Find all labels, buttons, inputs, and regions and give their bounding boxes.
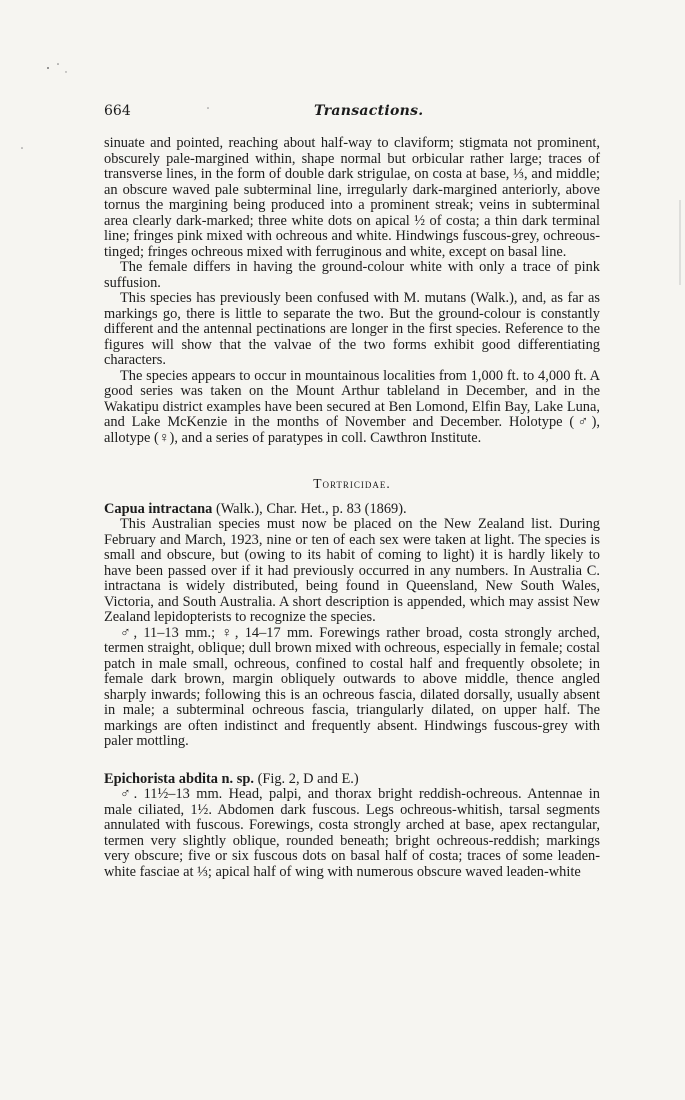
page-number: 664: [104, 103, 131, 119]
species-reference-epichorista: (Fig. 2, D and E.): [257, 770, 359, 787]
paragraph-2: The female differs in having the ground-colour white with only a trace of pink suffusion.: [104, 259, 600, 291]
paragraph-1: sinuate and pointed, reaching about half-way to claviform; stigmata not prominent, obscurely pale-margined within, shape normal but orbicular rather large; traces of transverse lines, in the form of double dark strigulae, on costa at base, ⅓, and middle; an obscure waved pale subterminal line, irregularly dark-margined anteriorly, above tornus the margining being produced into a prominent streak; veins in subterminal area clearly dark-marked; three white dots on apical ½ of costa; a thin dark terminal line; fringes pink mixed with ochreous and white. Hindwings fuscous-grey, ochreous-tinged; fringes ochreous mixed with ferruginous and white, except on basal line.: [104, 135, 600, 260]
running-header: [104, 103, 600, 125]
section-heading-tortricidae: Tortricidae.: [313, 476, 391, 491]
species-name-epichorista: Epichorista abdita n. sp.: [104, 770, 254, 787]
main-text: [104, 136, 600, 880]
spacer: [104, 750, 600, 772]
running-title: Transactions.: [314, 103, 424, 119]
paragraph-4: The species appears to occur in mountainous localities from 1,000 ft. to 4,000 ft. A good series was taken on the Mount Arthur tableland in December, and in the Wakatipu district examples have been secured at Ben Lomond, Elfin Bay, Lake Luna, and Lake McKenzie in the months of November and December. Holotype (♂), allotype (♀), and a series of paratypes in coll. Cawthron Institute.: [104, 367, 600, 446]
paragraph-6: ♂, 11–13 mm.; ♀, 14–17 mm. Forewings rather broad, costa strongly arched, termen straight, oblique; dull brown mixed with ochreous, especially in female; costal patch in male small, ochreous, confined to costal half and frequently obsolete; in female dark brown, margin obliquely outwards to above middle, thence angled sharply inwards; following this is an ochreous fascia, dilated dorsally, usually absent in male; a subterminal ochreous fascia, triangularly dilated, on upper half. The markings are often indistinct and frequently absent. Hindwings fuscous-grey with paler mottling.: [104, 624, 600, 749]
species-heading-capua: [104, 502, 600, 518]
paragraph-3: This species has previously been confused with M. mutans (Walk.), and, as far as markings go, there is little to separate the two. But the ground-colour is constantly different and the antennal pectinations are longer in the first species. Reference to the figures will show that the valvae of the two forms exhibit good differentiating characters.: [104, 290, 600, 368]
species-reference-capua: (Walk.), Char. Het., p. 83 (1869).: [215, 500, 407, 517]
paragraph-5: This Australian species must now be placed on the New Zealand list. During February and March, 1923, nine or ten of each sex were taken at light. The species is small and obscure, but (owing to its habit of coming to light) it is hardly likely to have been passed over if it had previously occurred in any numbers. In Australia C. intractana is widely distributed, being found in Queensland, New South Wales, Victoria, and South Australia. A short description is appended, which may assist New Zealand lepidopterists to recognize the species.: [104, 516, 600, 625]
paragraph-7: ♂. 11½–13 mm. Head, palpi, and thorax bright reddish-ochreous. Antennae in male ciliated, 1½. Abdomen dark fuscous. Legs ochreous-whitish, tarsal segments annulated with fuscous. Forewings, costa strongly arched at base, apex rectangular, termen very slightly oblique, rounded beneath; bright ochreous-reddish; markings very obscure; five or six fuscous dots on basal half of costa; traces of some leaden-white fasciae at ⅓; apical half of wing with numerous obscure waved leaden-white: [104, 786, 600, 880]
species-name-capua: Capua intractana: [104, 500, 213, 517]
species-heading-epichorista: [104, 772, 600, 788]
